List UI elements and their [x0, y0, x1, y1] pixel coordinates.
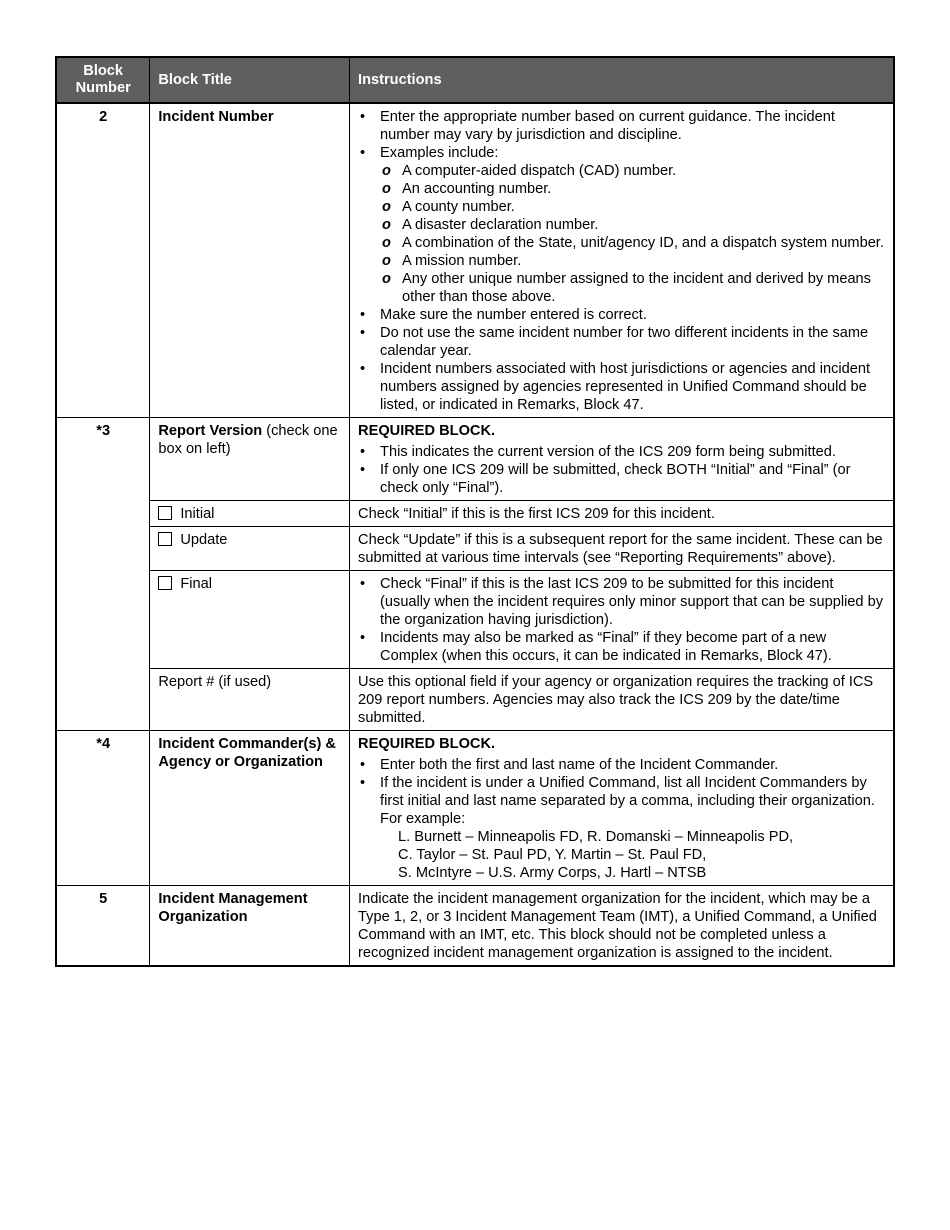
- table-row-initial: [56, 501, 894, 527]
- block-title: Incident Number: [150, 103, 350, 418]
- option-instructions: Check “Initial” if this is the first ICS 209 for this incident.: [350, 501, 894, 527]
- list-item: • Incidents may also be marked as “Final” if they become part of a new Complex (when this occurs, it can be indicated in Remarks, Block 47).: [380, 629, 885, 665]
- option-instructions: [350, 571, 894, 669]
- table-row-block-5: [56, 886, 894, 967]
- option-label: Update: [180, 532, 228, 548]
- block-title-text: Report Version: [158, 423, 263, 439]
- list-item: • Make sure the number entered is correct.: [380, 306, 885, 324]
- example-line: L. Burnett – Minneapolis FD, R. Domanski – Minneapolis PD,: [398, 829, 794, 845]
- table-row-block-4: [56, 731, 894, 886]
- table-row-block-2: [56, 103, 894, 418]
- report-number-label: Report # (if used): [150, 669, 350, 731]
- list-item: • Do not use the same incident number for two different incidents in the same calendar year.: [380, 324, 885, 360]
- table-row-block-3: [56, 418, 894, 501]
- instructions-table: [55, 56, 895, 967]
- block-title: Incident Commander(s) & Agency or Organization: [150, 731, 350, 886]
- option-label: Initial: [180, 506, 215, 522]
- block-title: [150, 418, 350, 501]
- block-number: 2: [56, 103, 150, 418]
- block-number: *3: [56, 418, 150, 501]
- list-item: o Any other unique number assigned to the incident and derived by means other than those above.: [402, 270, 885, 306]
- list-item: • This indicates the current version of the ICS 209 form being submitted.: [380, 443, 885, 461]
- table-row-final: [56, 571, 894, 669]
- list-item: o A mission number.: [402, 252, 885, 270]
- final-checkbox[interactable]: [158, 576, 172, 590]
- option-instructions: Check “Update” if this is a subsequent report for the same incident. These can be submitted at various time intervals (see “Reporting Requirements” above).: [350, 527, 894, 571]
- option-initial[interactable]: [150, 501, 350, 527]
- list-item: • If only one ICS 209 will be submitted, check BOTH “Initial” and “Final” (or check only “Final”).: [380, 461, 885, 497]
- block-number-spacer: [56, 527, 150, 571]
- example-line: C. Taylor – St. Paul PD, Y. Martin – St. Paul FD,: [398, 847, 707, 863]
- list-item: o An accounting number.: [402, 180, 885, 198]
- option-update[interactable]: [150, 527, 350, 571]
- block-instructions: Indicate the incident management organization for the incident, which may be a Type 1, 2, or 3 Incident Management Team (IMT), a Unified Command, a Unified Command with an IMT, etc. This block should not be completed unless a recognized incident management organization is assigned to the incident.: [350, 886, 894, 967]
- option-instructions: Use this optional field if your agency or organization requires the tracking of ICS 209 report numbers. Agencies may also track the ICS 209 by the date/time submitted.: [350, 669, 894, 731]
- block-instructions: [350, 103, 894, 418]
- option-label: Final: [180, 576, 212, 592]
- example-line: S. McIntyre – U.S. Army Corps, J. Hartl – NTSB: [398, 865, 707, 881]
- list-item: • Incident numbers associated with host jurisdictions or agencies and incident numbers assigned by agencies represented in Unified Command should be listed, or indicated in Remarks, Block 47.: [380, 360, 885, 414]
- update-checkbox[interactable]: [158, 532, 172, 546]
- header-instructions: Instructions: [350, 57, 894, 103]
- list-item: o A county number.: [402, 198, 885, 216]
- required-label: REQUIRED BLOCK.: [358, 736, 496, 752]
- list-item-text: Examples include:: [380, 145, 499, 161]
- block-number-spacer: [56, 669, 150, 731]
- list-item: • Check “Final” if this is the last ICS 209 to be submitted for this incident (usually when the incident requires only minor support that can be supplied by the organization having jurisdiction).: [380, 575, 885, 629]
- table-row-report-number: [56, 669, 894, 731]
- header-row: [56, 57, 894, 103]
- block-instructions: [350, 731, 894, 886]
- list-item: [380, 144, 885, 306]
- block-number-spacer: [56, 501, 150, 527]
- required-label: REQUIRED BLOCK.: [358, 423, 496, 439]
- header-block-title: Block Title: [150, 57, 350, 103]
- examples-list: [380, 162, 885, 306]
- header-block-number: Block Number: [56, 57, 150, 103]
- list-item: • Enter both the first and last name of the Incident Commander.: [380, 756, 885, 774]
- block-title: Incident Management Organization: [150, 886, 350, 967]
- option-final[interactable]: [150, 571, 350, 669]
- list-item: o A computer-aided dispatch (CAD) number.: [402, 162, 885, 180]
- list-item: [380, 774, 885, 882]
- initial-checkbox[interactable]: [158, 506, 172, 520]
- table-row-update: [56, 527, 894, 571]
- block-number-spacer: [56, 571, 150, 669]
- list-item-text: If the incident is under a Unified Command, list all Incident Commanders by first initial and last name separated by a comma, including their organization. For example:: [380, 775, 875, 827]
- block-title-note: (check one box on left): [158, 423, 338, 457]
- block-number: 5: [56, 886, 150, 967]
- list-item: o A disaster declaration number.: [402, 216, 885, 234]
- block-instructions: [350, 418, 894, 501]
- list-item: o A combination of the State, unit/agency ID, and a dispatch system number.: [402, 234, 885, 252]
- list-item: • Enter the appropriate number based on current guidance. The incident number may vary by jurisdiction and discipline.: [380, 108, 885, 144]
- block-number: *4: [56, 731, 150, 886]
